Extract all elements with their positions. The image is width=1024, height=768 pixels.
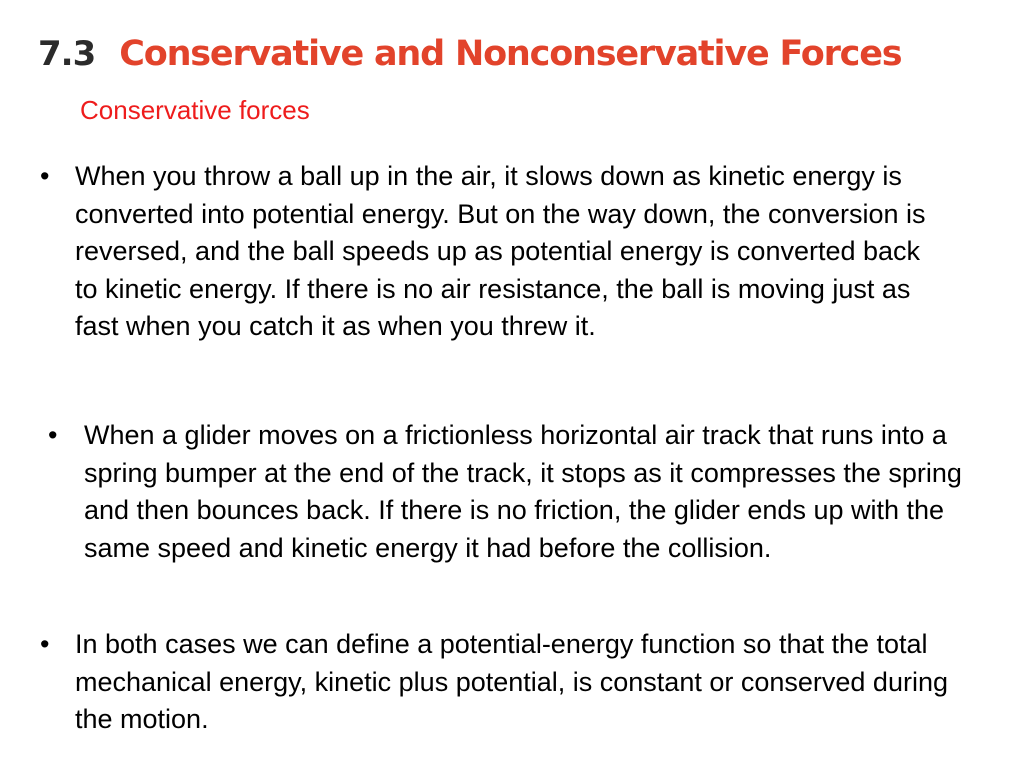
bullet-marker: • [40,629,50,659]
bullet-item [40,626,970,739]
slide-title: Conservative and Nonconservative Forces [119,34,902,74]
subheading: Conservative forces [80,95,310,125]
bullet-item [40,158,940,346]
bullet-text: In both cases we can define a potential-energy function so that the total mechanical energy, kinetic plus potential, is constant or conserved during the motion. [75,629,948,734]
bullet-marker: • [48,420,58,450]
bullet-item [48,417,973,567]
bullet-marker: • [40,161,50,191]
section-number: 7.3 [38,34,96,74]
bullet-text: When a glider moves on a frictionless horizontal air track that runs into a spring bumper at the end of the track, it stops as it compresses the spring and then bounces back. If there is no friction, the glider ends up with the same speed and kinetic energy it had before the collision. [84,420,962,563]
bullet-text: When you throw a ball up in the air, it slows down as kinetic energy is converted into potential energy. But on the way down, the conversion is reversed, and the ball speeds up as potential energy is converted back to kinetic energy. If there is no air resistance, the ball is moving just as fast when you catch it as when you threw it. [75,161,926,341]
slide-header [38,34,901,74]
